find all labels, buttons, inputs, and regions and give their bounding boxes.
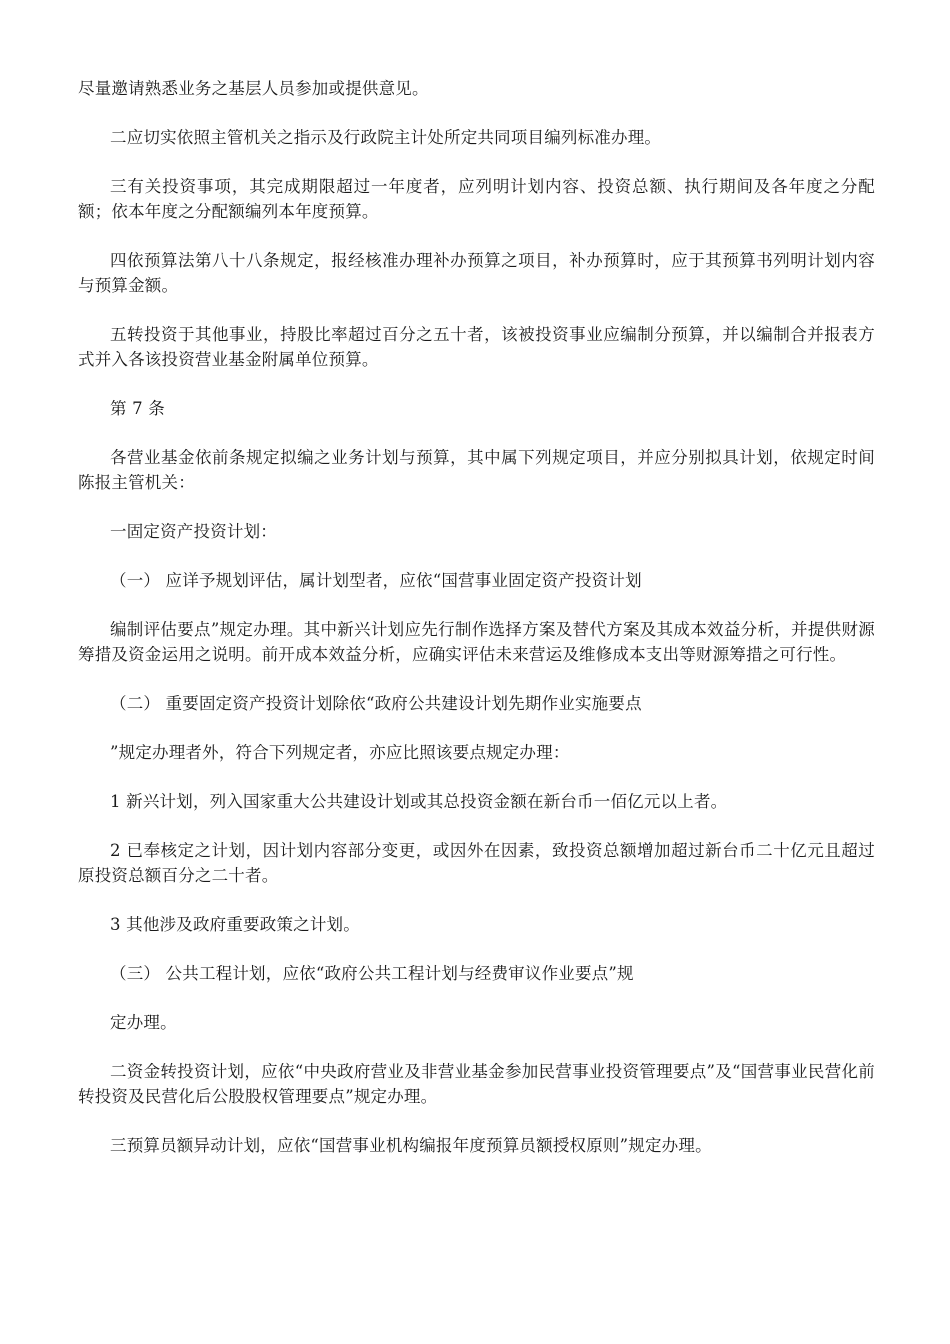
paragraph: 3 其他涉及政府重要政策之计划。: [110, 915, 360, 934]
paragraph: 二应切实依照主管机关之指示及行政院主计处所定共同项目编列标准办理。: [110, 128, 662, 147]
paragraph: 各营业基金依前条规定拟编之业务计划与预算，其中属下列规定项目，并应分别拟具计划，依规定时间陈报主管机关：: [78, 448, 875, 492]
paragraph: 2 已奉核定之计划，因计划内容部分变更，或因外在因素，致投资总额增加超过新台币二十亿元且超过原投资总额百分之二十者。: [78, 841, 875, 885]
paragraph: 四依预算法第八十八条规定，报经核准办理补办预算之项目，补办预算时，应于其预算书列明计划内容与预算金额。: [78, 251, 875, 295]
paragraph: 1 新兴计划，列入国家重大公共建设计划或其总投资金额在新台币一佰亿元以上者。: [110, 792, 728, 811]
paragraph: （一） 应详予规划评估，属计划型者，应依“国营事业固定资产投资计划: [110, 571, 642, 590]
document-page: [78, 76, 875, 1182]
paragraph: 三有关投资事项，其完成期限超过一年度者，应列明计划内容、投资总额、执行期间及各年度之分配额；依本年度之分配额编列本年度预算。: [78, 177, 875, 221]
paragraph: （三） 公共工程计划，应依“政府公共工程计划与经费审议作业要点”规: [110, 964, 634, 983]
paragraph: （二） 重要固定资产投资计划除依“政府公共建设计划先期作业实施要点: [110, 694, 642, 713]
paragraph: 二资金转投资计划，应依“中央政府营业及非营业基金参加民营事业投资管理要点”及“国营事业民营化前转投资及民营化后公股股权管理要点”规定办理。: [78, 1062, 875, 1106]
paragraph: 一固定资产投资计划：: [110, 522, 277, 541]
paragraph: 定办理。: [110, 1013, 177, 1032]
paragraph: 五转投资于其他事业，持股比率超过百分之五十者，该被投资事业应编制分预算，并以编制合并报表方式并入各该投资营业基金附属单位预算。: [78, 325, 875, 369]
paragraph: 三预算员额异动计划，应依“国营事业机构编报年度预算员额授权原则”规定办理。: [110, 1136, 712, 1155]
paragraph: 编制评估要点”规定办理。其中新兴计划应先行制作选择方案及替代方案及其成本效益分析，并提供财源筹措及资金运用之说明。前开成本效益分析，应确实评估未来营运及维修成本支出等财源筹措之可行性。: [78, 620, 875, 664]
article-heading: 第 7 条: [110, 399, 165, 418]
paragraph: 尽量邀请熟悉业务之基层人员参加或提供意见。: [78, 79, 429, 98]
paragraph: ”规定办理者外，符合下列规定者，亦应比照该要点规定办理：: [110, 743, 570, 762]
